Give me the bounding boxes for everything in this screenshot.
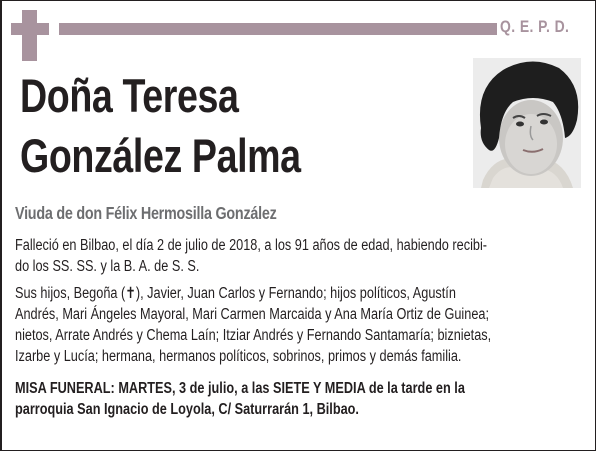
text-line: Falleció en Bilbao, el día 2 de julio de 2018, a los 91 años de edad, habiendo recibi-: [15, 237, 488, 254]
text-line: do los SS. SS. y la B. A. de S. S.: [15, 258, 200, 275]
family-paragraph: [15, 283, 581, 367]
widow-of-subtitle: Viuda de don Félix Hermosilla González: [15, 203, 277, 223]
deceased-photo: [473, 58, 581, 188]
deceased-name-line2: González Palma: [20, 129, 301, 182]
text-line: parroquia San Ignacio de Loyola, C/ Saturrarán 1, Bilbao.: [15, 401, 359, 418]
text-line: MISA FUNERAL: MARTES, 3 de julio, a las SIETE Y MEDIA de la tarde en la: [15, 380, 465, 397]
text-line: Andrés, Mari Ángeles Mayoral, Mari Carmen Marcaida y Ana María Ortiz de Guinea;: [15, 306, 489, 323]
death-notice-paragraph: [15, 235, 581, 277]
cross-vertical-bar: [22, 10, 37, 61]
deceased-name-line1: Doña Teresa: [20, 69, 239, 122]
text-line: Sus hijos, Begoña (✝), Javier, Juan Carlos y Fernando; hijos políticos, Agustín: [15, 285, 456, 302]
text-line: Izarbe y Lucía; hermana, hermanos políticos, sobrinos, primos y demás familia.: [15, 348, 462, 365]
cross-horizontal-bar: [11, 23, 49, 35]
header-rule: [59, 23, 497, 35]
portrait-image: [473, 58, 581, 188]
qepd-label: Q. E. P. D.: [500, 17, 570, 36]
text-line: nietos, Arrate Andrés y Chema Laín; Itziar Andrés y Fernando Santamaría; biznietas,: [15, 327, 492, 344]
funeral-mass-paragraph: [15, 378, 581, 420]
